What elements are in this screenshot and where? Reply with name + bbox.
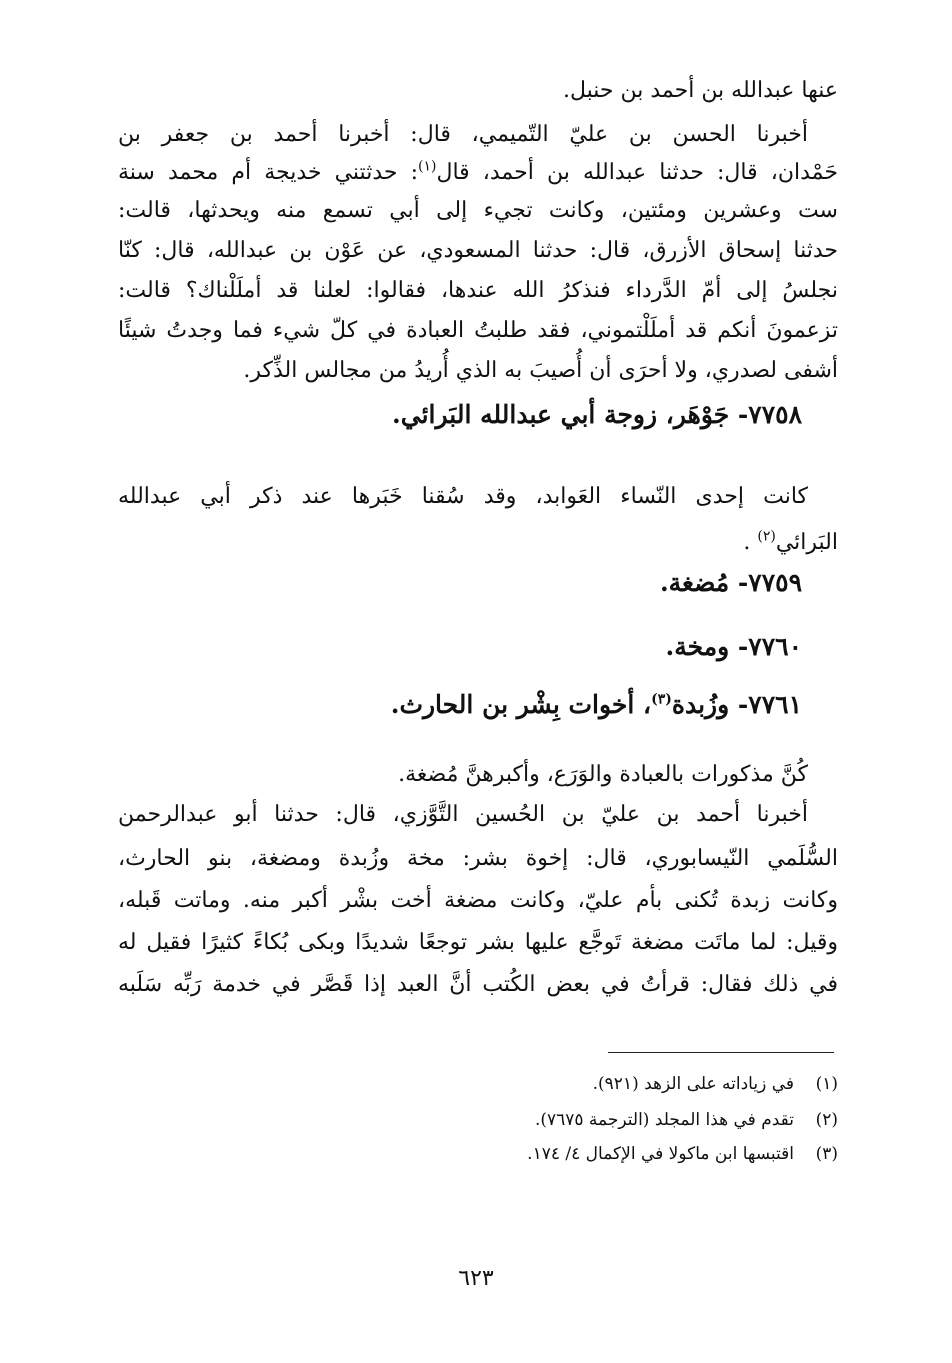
- text-line: ست وعشرين ومئتين، وكانت تجيء إلى أبي تسمع منه ويحدثها، قالت:: [118, 198, 838, 223]
- footnote: (٢)تقدم في هذا المجلد (الترجمة ٧٦٧٥).: [534, 1110, 838, 1130]
- entry-heading-7760: ٧٧٦٠- ومخة.: [665, 632, 802, 661]
- page-number: ٦٢٣: [458, 1266, 494, 1291]
- entry-heading-7761: ٧٧٦١- وزُبدة$^{(٣)}$، أخوات بِشْر بن الحارث.: [390, 690, 802, 719]
- text-line: البَرائي$^{(٢)}$ .: [743, 528, 838, 555]
- text-line: وكانت زبدة تُكنى بأم عليّ، وكانت مضغة أخت بشْر أكبر منه. وماتت قَبله،: [118, 888, 838, 913]
- footnote: (٣)اقتبسها ابن ماكولا في الإكمال ٤/ ١٧٤.: [527, 1144, 838, 1164]
- text-line: أخبرنا الحسن بن عليّ التّميمي، قال: أخبرنا أحمد بن جعفر بن: [118, 122, 808, 147]
- text-line: حدثنا إسحاق الأزرق، قال: حدثنا المسعودي، عن عَوْن بن عبدالله، قال: كنّا: [118, 238, 838, 263]
- text-line: كانت إحدى النّساء العَوابد، وقد سُقنا خَبَرها عند ذكر أبي عبدالله: [118, 484, 808, 509]
- footnote-separator: [608, 1052, 834, 1053]
- text-line: أشفى لصدري، ولا أحرَى أن أُصيبَ به الذي أُريدُ من مجالس الذِّكر.: [243, 358, 838, 383]
- footnote: (١)في زياداته على الزهد (٩٢١).: [592, 1074, 838, 1094]
- entry-heading-7759: ٧٧٥٩- مُضغة.: [659, 568, 802, 597]
- text-line: وقيل: لما ماتَت مضغة تَوجَّع عليها بشر توجعًا شديدًا وبكى بُكاءً كثيرًا فقيل له: [118, 930, 838, 955]
- text-line: عنها عبدالله بن أحمد بن حنبل.: [562, 78, 838, 103]
- text-line: السُّلَمي النّيسابوري، قال: إخوة بشر: مخة وزُبدة ومضغة، بنو الحارث،: [118, 846, 838, 871]
- text-line: أخبرنا أحمد بن عليّ بن الحُسين التَّوَّزي، قال: حدثنا أبو عبدالرحمن: [118, 802, 808, 827]
- entry-heading-7758: ٧٧٥٨- جَوْهَر، زوجة أبي عبدالله البَرائي.: [392, 400, 802, 429]
- text-line: كُنَّ مذكورات بالعبادة والوَرَع، وأكبرهنَّ مُضغة.: [398, 762, 808, 787]
- text-line: نجلسُ إلى أمّ الدَّرداء فنذكرُ الله عندها، فقالوا: لعلنا قد أملَلْناك؟ قالت:: [118, 278, 838, 303]
- text-line: تزعمونَ أنكم قد أملَلْتموني، فقد طلبتُ العبادة في كلّ شيء فما وجدتُ شيئًا: [118, 318, 838, 343]
- text-line: حَمْدان، قال: حدثنا عبدالله بن أحمد، قال$^{(١)}$: حدثتني خديجة أم محمد سنة: [118, 158, 838, 185]
- text-line: في ذلك فقال: قرأتُ في بعض الكُتب أنَّ العبد إذا قَصَّر في خدمة رَبِّه سَلَبه: [118, 972, 838, 997]
